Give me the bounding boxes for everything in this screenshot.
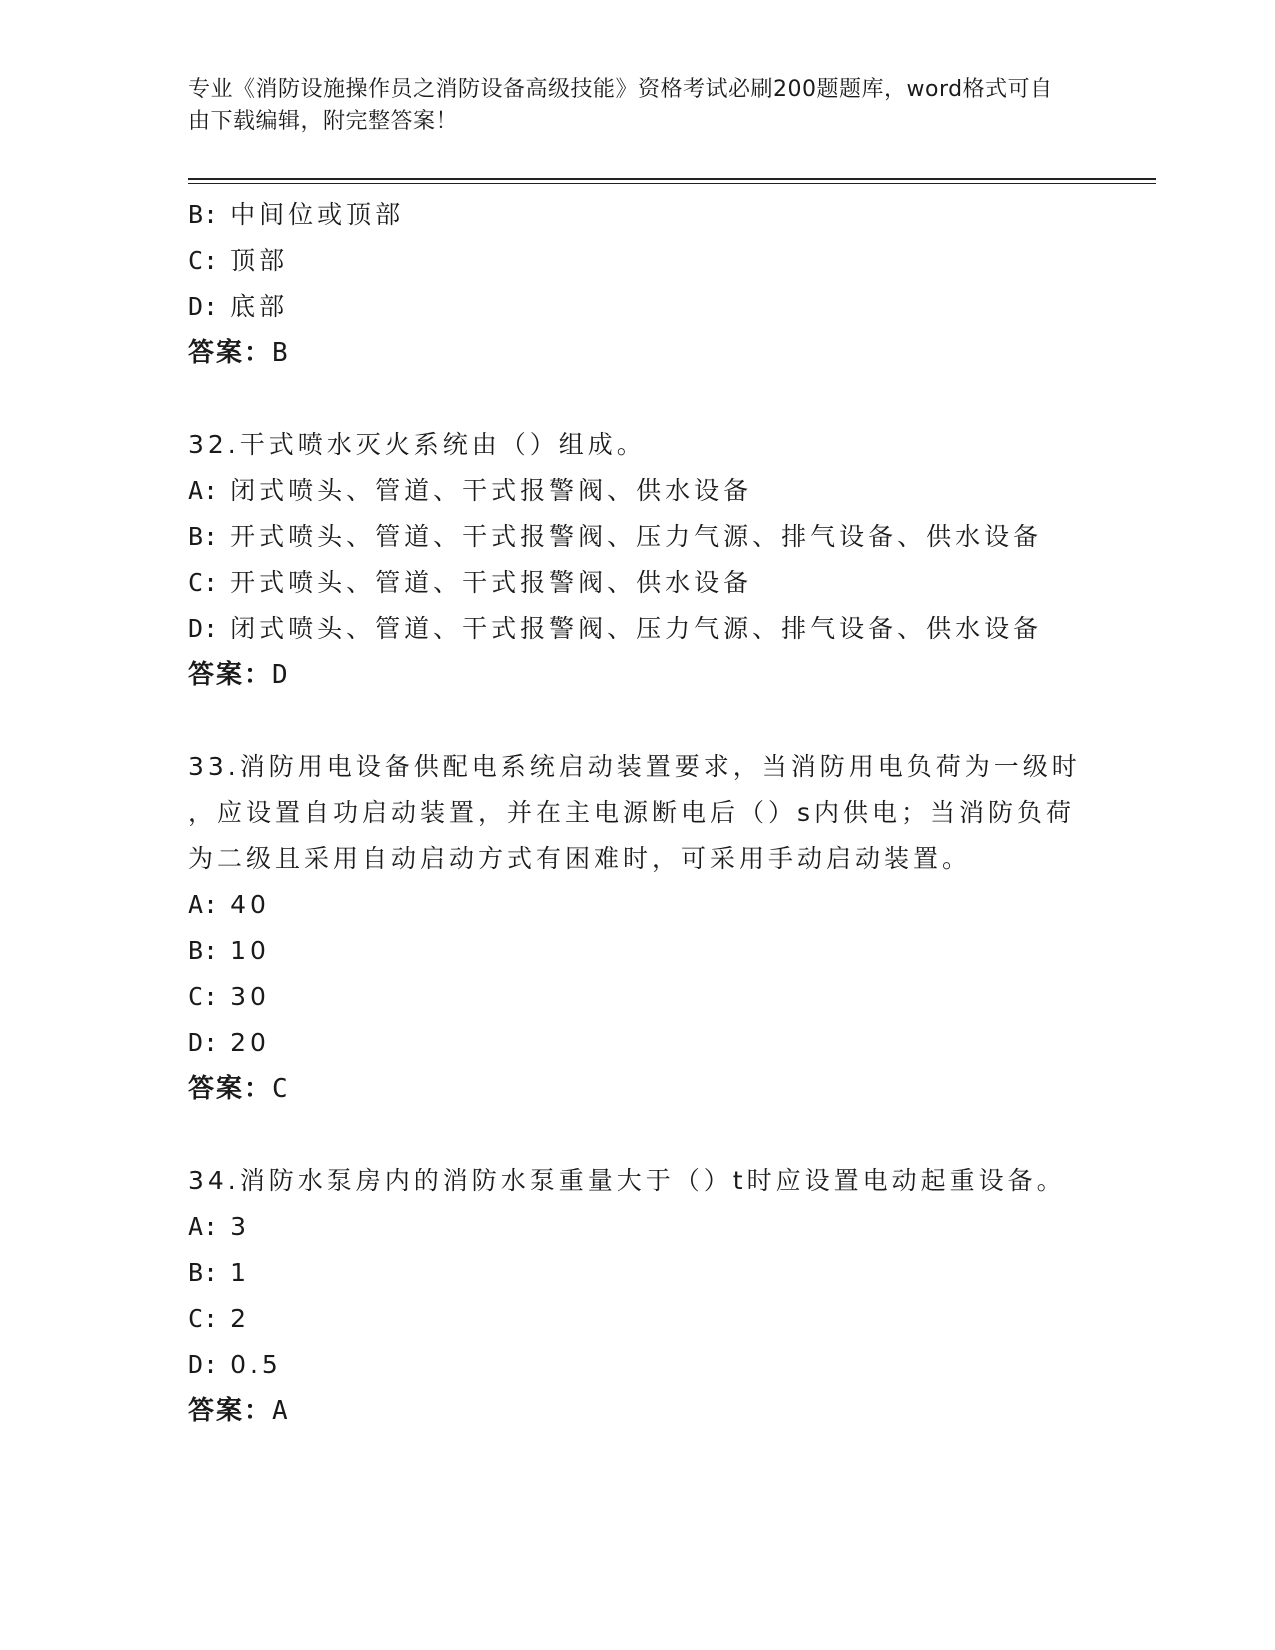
question-number: 34. <box>188 1166 240 1195</box>
option-text: 3 <box>230 1212 250 1241</box>
question-number: 33. <box>188 752 240 781</box>
option-item <box>188 1204 1088 1250</box>
question-stem-line-2: ，应设置自功启动装置，并在主电源断电后（）s内供电；当消防负荷 <box>188 798 1076 827</box>
option-text: 10 <box>230 936 270 965</box>
option-letter: B: <box>188 200 219 229</box>
question-32-text <box>188 422 1088 468</box>
option-text: 40 <box>230 890 270 919</box>
option-letter: A: <box>188 890 219 919</box>
option-letter: C: <box>188 982 219 1011</box>
answer-value: B <box>272 338 290 368</box>
option-item <box>188 882 1088 928</box>
option-letter: C: <box>188 568 219 597</box>
option-letter: D: <box>188 1028 219 1057</box>
option-text: 1 <box>230 1258 250 1287</box>
answer-label: 答案： <box>188 660 273 690</box>
option-letter: D: <box>188 292 219 321</box>
option-text: 20 <box>230 1028 270 1057</box>
question-stem: 消防水泵房内的消防水泵重量大于（）t时应设置电动起重设备。 <box>239 1166 1066 1195</box>
question-stem: 干式喷水灭火系统由（）组成。 <box>239 430 646 459</box>
option-text: 开式喷头、管道、干式报警阀、压力气源、排气设备、供水设备 <box>230 522 1043 551</box>
option-text: 底部 <box>230 292 289 321</box>
question-stem-line-1: 消防用电设备供配电系统启动装置要求，当消防用电负荷为一级时 <box>239 752 1081 781</box>
option-letter: B: <box>188 1258 219 1287</box>
answer-line <box>188 1388 1088 1434</box>
option-letter: A: <box>188 1212 219 1241</box>
answer-label: 答案： <box>188 338 273 368</box>
document-header: 专业《消防设施操作员之消防设备高级技能》资格考试必刷200题题库，word格式可自由下载编辑，附完整答案！ <box>188 77 1053 134</box>
option-text: 2 <box>230 1304 250 1333</box>
option-text: 0.5 <box>230 1350 282 1379</box>
option-item <box>188 560 1088 606</box>
answer-line <box>188 652 1088 698</box>
option-item <box>188 468 1088 514</box>
option-letter: A: <box>188 476 219 505</box>
answer-line <box>188 1066 1088 1112</box>
question-33-text <box>188 744 1088 790</box>
option-item <box>188 284 1088 330</box>
option-item <box>188 974 1088 1020</box>
option-item <box>188 514 1088 560</box>
option-item <box>188 1296 1088 1342</box>
header-divider-thick <box>188 178 1156 180</box>
question-number: 32. <box>188 430 240 459</box>
question-34-text <box>188 1158 1088 1204</box>
option-text: 闭式喷头、管道、干式报警阀、供水设备 <box>230 476 753 505</box>
option-text: 顶部 <box>230 246 289 275</box>
answer-value: C <box>272 1074 290 1104</box>
answer-value: A <box>272 1396 290 1426</box>
question-stem-line-3: 为二级且采用自动启动方式有困难时，可采用手动启动装置。 <box>188 844 972 873</box>
option-item <box>188 192 1088 238</box>
option-item <box>188 1020 1088 1066</box>
option-item <box>188 606 1088 652</box>
option-item <box>188 928 1088 974</box>
option-item <box>188 238 1088 284</box>
question-list <box>188 192 1088 1434</box>
header-divider-thin <box>188 183 1156 184</box>
answer-line <box>188 330 1088 376</box>
option-letter: B: <box>188 936 219 965</box>
option-item <box>188 1342 1088 1388</box>
option-letter: C: <box>188 1304 219 1333</box>
answer-value: D <box>272 660 290 690</box>
option-text: 开式喷头、管道、干式报警阀、供水设备 <box>230 568 753 597</box>
option-letter: C: <box>188 246 219 275</box>
answer-label: 答案： <box>188 1074 273 1104</box>
option-letter: D: <box>188 1350 219 1379</box>
option-letter: B: <box>188 522 219 551</box>
option-text: 中间位或顶部 <box>230 200 405 229</box>
option-item <box>188 1250 1088 1296</box>
option-text: 30 <box>230 982 270 1011</box>
option-text: 闭式喷头、管道、干式报警阀、压力气源、排气设备、供水设备 <box>230 614 1043 643</box>
option-letter: D: <box>188 614 219 643</box>
answer-label: 答案： <box>188 1396 273 1426</box>
